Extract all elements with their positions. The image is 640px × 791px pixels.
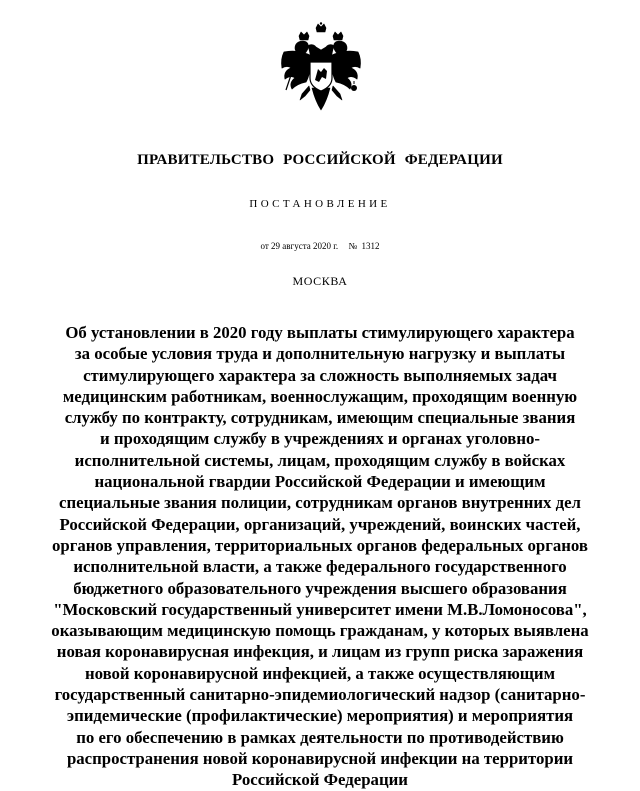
- document-type: ПОСТАНОВЛЕНИЕ: [249, 198, 391, 210]
- title-line: бюджетного образовательного учреждения высшего образования: [73, 578, 567, 598]
- document-number: 1312: [361, 241, 380, 251]
- title-line: исполнительной власти, а также федерального государственного: [73, 557, 567, 577]
- title-line: органов управления, территориальных органов федеральных органов: [52, 535, 588, 555]
- title-line: исполнительной системы, лицам, проходящим службу в войсках: [74, 450, 566, 470]
- title-line: "Московский государственный университет имени М.В.Ломоносова",: [53, 599, 587, 619]
- title-line: новая коронавирусная инфекция, и лицам из групп риска заражения: [56, 642, 584, 662]
- title-line: медицинским работникам, военнослужащим, проходящим военную: [62, 386, 578, 406]
- title-line: службу по контракту, сотрудникам, имеющим специальные звания: [64, 408, 576, 428]
- number-sign: №: [348, 241, 358, 251]
- government-name: ПРАВИТЕЛЬСТВО РОССИЙСКОЙ ФЕДЕРАЦИИ: [137, 152, 503, 168]
- title-line: специальные звания полиции, сотрудникам органов внутренних дел: [59, 493, 581, 513]
- title-line: новой коронавирусной инфекцией, а также осуществляющим: [84, 663, 556, 683]
- double-headed-eagle-icon: [276, 22, 366, 114]
- document-date: от 29 августа 2020 г.: [260, 241, 339, 251]
- title-line: за особые условия труда и дополнительную нагрузку и выплаты: [74, 344, 566, 364]
- title-line: государственный санитарно-эпидемиологический надзор (санитарно-: [54, 685, 586, 705]
- title-line: по его обеспечению в рамках деятельности по противодействию: [76, 727, 564, 747]
- title-line: национальной гвардии Российской Федерации и имеющим: [94, 472, 546, 492]
- title-line: распространения новой коронавирусной инфекции на территории: [66, 748, 574, 768]
- date-number-line: [0, 241, 640, 251]
- document-title: [18, 322, 622, 791]
- title-line: Российской Федерации: [232, 770, 408, 790]
- title-line: оказывающим медицинскую помощь гражданам, у которых выявлена: [51, 621, 589, 641]
- city: МОСКВА: [292, 274, 348, 288]
- title-line: Об установлении в 2020 году выплаты стимулирующего характера: [65, 323, 575, 342]
- title-line: Российской Федерации, организаций, учреждений, воинских частей,: [59, 514, 581, 534]
- title-line: и проходящим службу в учреждениях и органах уголовно-: [100, 429, 540, 449]
- title-line: стимулирующего характера за сложность выполняемых задач: [83, 365, 557, 385]
- title-line: эпидемические (профилактические) мероприятия) и мероприятия: [66, 706, 574, 726]
